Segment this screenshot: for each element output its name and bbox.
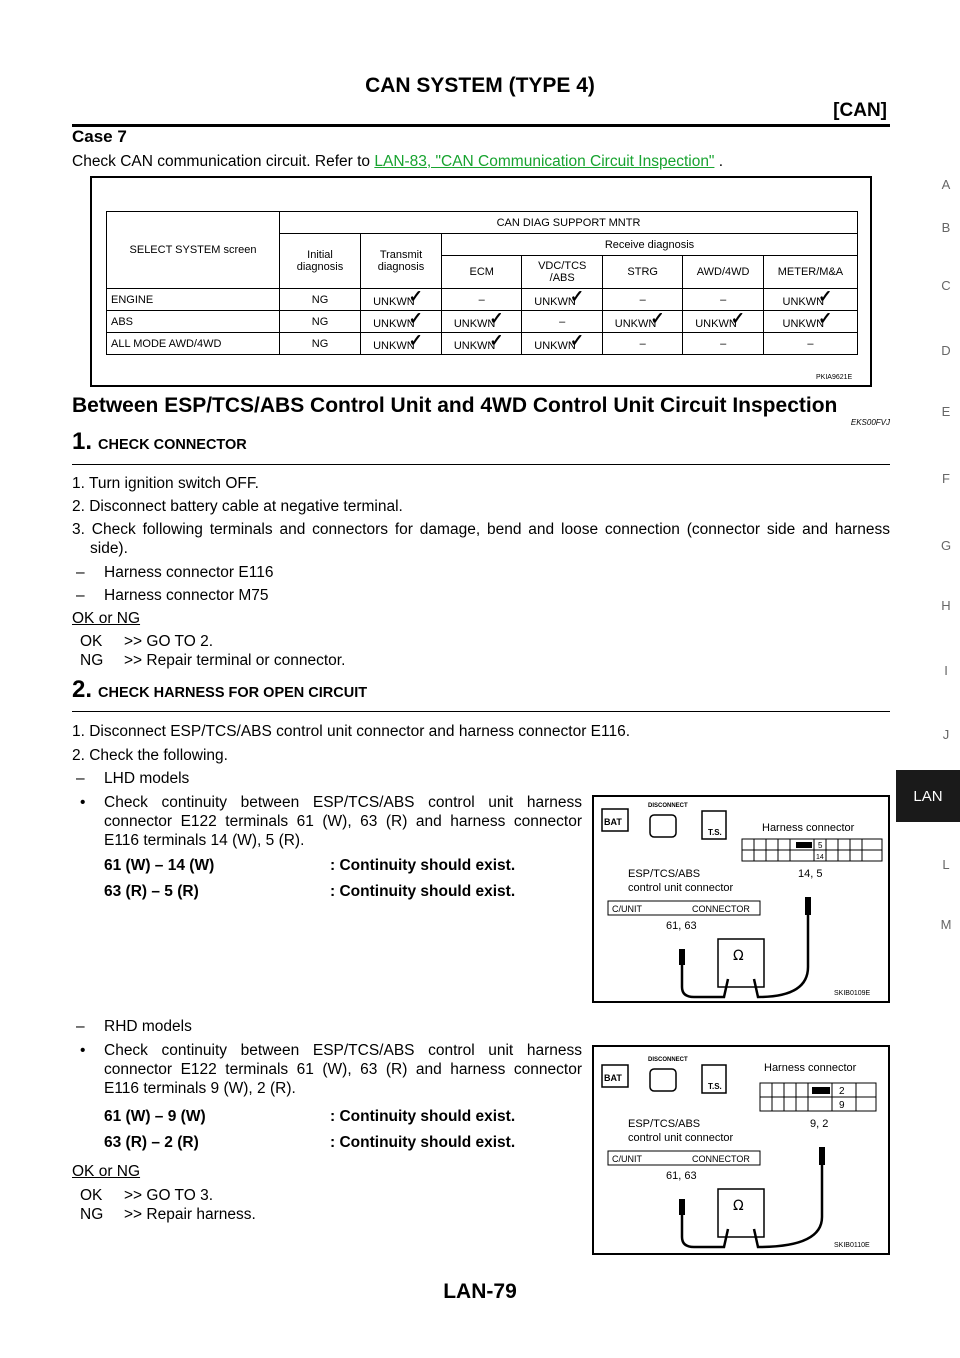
case-text-lead: Check CAN communication circuit. Refer to (72, 153, 375, 170)
index-letter-a[interactable]: A (941, 177, 951, 192)
step-1-number: 1. (72, 428, 93, 455)
cunit-label: C/UNIT (612, 1154, 642, 1164)
table-cell (442, 308, 522, 333)
harness-diagram-2 (594, 1047, 888, 1253)
rhd-spec-2-terminals: 63 (R) – 2 (R) (104, 1134, 199, 1151)
step-1-ok-or-ng: OK or NG (72, 610, 141, 627)
sub-item-dash: – (76, 587, 85, 604)
table-cell: – (602, 289, 682, 311)
page-number: LAN-79 (443, 1280, 517, 1303)
initial-diagnosis-header: Initial diagnosis (280, 234, 361, 289)
rhd-spec-2-result: : Continuity should exist. (330, 1134, 516, 1151)
check-mark-icon: ✓ (818, 286, 833, 306)
check-mark-icon: ✓ (730, 308, 746, 328)
figure-code: PKIA9621E (816, 374, 853, 381)
step-1-heading (72, 428, 247, 456)
step-2-ok-or-ng: OK or NG (72, 1163, 141, 1180)
disconnect-label: DISCONNECT (648, 803, 688, 809)
step-2-ng-action: >> Repair harness. (124, 1206, 256, 1223)
probe-left (679, 1199, 685, 1215)
rhd-models-label: RHD models (104, 1018, 192, 1035)
probe-right (819, 1147, 825, 1165)
pin-label: 9 (839, 1100, 845, 1111)
ts-label: T.S. (708, 828, 722, 837)
can-diag-group-header: CAN DIAG SUPPORT MNTR (280, 212, 858, 234)
connector-label: CONNECTOR (692, 1154, 750, 1164)
sub-item-dash: – (76, 770, 85, 787)
harness-connector-label: Harness connector (762, 822, 855, 834)
table-cell (763, 308, 857, 333)
index-letter-b[interactable]: B (941, 220, 951, 235)
index-letter-m[interactable]: M (940, 917, 952, 932)
table-cell: – (683, 289, 763, 311)
table-cell-text: UNKWN (453, 317, 496, 330)
col-ecm: ECM (442, 256, 522, 289)
col-awd-4wd: AWD/4WD (683, 256, 763, 289)
rhd-spec-1-result: : Continuity should exist. (330, 1108, 516, 1125)
ohm-symbol: Ω (733, 1198, 744, 1214)
can-diag-table (106, 211, 858, 355)
step-2-ng-label: NG (80, 1206, 104, 1223)
harness-connector-label: Harness connector (764, 1062, 857, 1074)
table-cell-text: UNKWN (534, 339, 576, 352)
ts-label: T.S. (708, 1082, 722, 1091)
index-letter-h[interactable]: H (941, 598, 951, 613)
sub-item-dash: – (76, 1018, 85, 1035)
step-1-title: CHECK CONNECTOR (98, 437, 247, 453)
table-cell-text: UNKWN (782, 295, 825, 308)
select-system-header: SELECT SYSTEM screen (107, 212, 280, 289)
header-rule (72, 124, 890, 127)
check-mark-icon: ✓ (408, 286, 423, 306)
pin-label: 2 (839, 1086, 845, 1097)
case-title: Case 7 (72, 127, 127, 146)
check-mark-icon: ✓ (408, 330, 423, 350)
check-mark-icon: ✓ (489, 330, 504, 350)
page-header-title: CAN SYSTEM (TYPE 4) (365, 74, 595, 97)
step-1-sub-2: Harness connector M75 (104, 587, 269, 604)
check-mark-icon: ✓ (489, 308, 504, 328)
probe-wires (682, 1157, 822, 1247)
harness-terminal-label: 14, 5 (798, 868, 823, 880)
index-letter-e[interactable]: E (941, 404, 951, 419)
step-2-item-2: 2. Check the following. (72, 747, 228, 764)
index-letter-d[interactable]: D (941, 343, 951, 358)
step-2-number: 2. (72, 676, 93, 703)
table-cell: – (683, 333, 763, 355)
step-1-item-3: 3. Check following terminals and connectors for damage, bend and loose connection (connector side and harness side). (72, 521, 890, 557)
step-2-item-1: 1. Disconnect ESP/TCS/ABS control unit connector and harness connector E116. (72, 723, 631, 740)
page-header-subtitle: [CAN] (833, 100, 887, 121)
table-cell-text: UNKWN (453, 339, 496, 352)
step-1-sub-1: Harness connector E116 (104, 564, 274, 581)
unit-connector-label-line1: ESP/TCS/ABS (628, 1118, 701, 1130)
step-1-ng-label: NG (80, 652, 104, 669)
step-1-item-1: 1. Turn ignition switch OFF. (72, 475, 259, 492)
table-cell (442, 330, 522, 355)
unit-connector-label-line2: control unit connector (628, 882, 734, 894)
table-cell (361, 286, 442, 311)
check-mark-icon: ✓ (569, 286, 585, 306)
unit-connector-label-line2: control unit connector (628, 1132, 734, 1144)
sub-item-dash: – (76, 564, 85, 581)
table-cell (522, 286, 602, 311)
table-cell (763, 286, 857, 311)
lhd-check-text: Check continuity between ESP/TCS/ABS control unit harness connector E122 terminals 61 (W), 63 (R) and harness connector E116 terminals 14 (W), 5 (R). (104, 794, 582, 849)
step-1-ng-action: >> Repair terminal or connector. (124, 652, 346, 669)
section-code: EKS00FVJ (850, 418, 890, 427)
step-2-ok-action: >> GO TO 3. (124, 1187, 214, 1204)
disconnect-label: DISCONNECT (648, 1057, 688, 1063)
connector-lock-tab (812, 1087, 830, 1094)
step-1-rule (72, 464, 890, 465)
table-cell (522, 330, 602, 355)
lhd-models-label: LHD models (104, 770, 190, 787)
check-mark-icon: ✓ (569, 330, 585, 350)
probe-left (679, 949, 685, 965)
lhd-spec-2-terminals: 63 (R) – 5 (R) (104, 883, 199, 900)
battery-label: BAT (604, 1073, 622, 1083)
step-2-rule (72, 711, 890, 712)
case-text (72, 152, 723, 171)
cunit-label: C/UNIT (612, 904, 642, 914)
step-2-heading (72, 676, 367, 704)
probe-wires (682, 907, 808, 997)
check-mark-icon: ✓ (818, 308, 833, 328)
table-cell (361, 308, 442, 333)
index-letter-c[interactable]: C (941, 278, 951, 293)
connector-label: CONNECTOR (692, 904, 750, 914)
rhd-spec-1-terminals: 61 (W) – 9 (W) (104, 1108, 206, 1125)
table-cell: – (602, 333, 682, 355)
table-cell: NG (280, 333, 361, 355)
col-strg: STRG (602, 256, 682, 289)
table-cell: – (522, 311, 602, 333)
table-cell: NG (280, 289, 361, 311)
table-cell-text: UNKWN (373, 317, 415, 330)
step-2-ok-label: OK (80, 1187, 103, 1204)
pin-label: 14 (816, 854, 824, 861)
bullet: • (80, 794, 86, 811)
connector-lock-tab (796, 842, 812, 848)
lhd-spec-1-result: : Continuity should exist. (330, 857, 516, 874)
col-vdc-tcs-abs: VDC/TCS /ABS (522, 256, 602, 289)
pin-label: 5 (818, 841, 823, 850)
step-1-ok-action: >> GO TO 2. (124, 633, 214, 650)
unit-connector-label-line1: ESP/TCS/ABS (628, 868, 701, 880)
unit-terminal-label: 61, 63 (666, 920, 697, 932)
harness-figure-2 (592, 1045, 890, 1255)
table-cell-text: UNKWN (782, 317, 825, 330)
row-all-mode-awd-label: ALL MODE AWD/4WD (107, 333, 280, 355)
figure-code: SKIB0109E (834, 990, 871, 997)
case-reference-link[interactable]: LAN-83, "CAN Communication Circuit Inspection" (374, 153, 715, 170)
table-cell (602, 308, 682, 333)
step-2-title: CHECK HARNESS FOR OPEN CIRCUIT (98, 685, 368, 701)
index-letter-g[interactable]: G (940, 538, 952, 553)
table-cell-text: UNKWN (373, 339, 415, 352)
index-letter-j[interactable]: J (942, 727, 950, 742)
table-cell: – (763, 333, 857, 355)
table-cell-text: UNKWN (534, 295, 576, 308)
index-tab-lan[interactable]: LAN (896, 770, 960, 822)
case-text-tail: . (714, 153, 724, 170)
row-engine-label: ENGINE (107, 289, 280, 311)
unit-terminal-label: 61, 63 (666, 1170, 697, 1182)
table-cell (683, 308, 763, 333)
table-cell-text: UNKWN (373, 295, 415, 308)
step-1-item-2: 2. Disconnect battery cable at negative terminal. (72, 498, 403, 515)
receive-diagnosis-header: Receive diagnosis (442, 234, 858, 256)
ohm-symbol: Ω (733, 948, 744, 964)
harness-terminal-label: 9, 2 (810, 1118, 829, 1130)
lhd-spec-1-terminals: 61 (W) – 14 (W) (104, 857, 215, 874)
check-mark-icon: ✓ (650, 308, 665, 328)
harness-diagram-1 (594, 797, 888, 1001)
rhd-check-text: Check continuity between ESP/TCS/ABS control unit harness connector E122 terminals 61 (W), 63 (R) and harness connector E116 terminals 9 (W), 2 (R). (104, 1042, 582, 1097)
table-cell: – (442, 289, 522, 311)
figure-code: SKIB0110E (834, 1242, 870, 1249)
table-cell-text: UNKWN (695, 317, 737, 330)
col-meter-ma: METER/M&A (763, 256, 857, 289)
step-1-ok-label: OK (80, 633, 103, 650)
battery-label: BAT (604, 817, 622, 827)
index-letter-f[interactable]: F (942, 471, 950, 486)
table-cell: NG (280, 311, 361, 333)
probe-right (805, 897, 811, 915)
table-cell-text: UNKWN (614, 317, 657, 330)
bullet: • (80, 1042, 86, 1059)
row-abs-label: ABS (107, 311, 280, 333)
section-title: Between ESP/TCS/ABS Control Unit and 4WD Control Unit Circuit Inspection (72, 394, 838, 417)
table-cell (361, 330, 442, 355)
index-letter-l[interactable]: L (942, 857, 950, 872)
disconnect-icon (650, 815, 676, 837)
harness-figure-1 (592, 795, 890, 1003)
index-letter-i[interactable]: I (944, 663, 948, 678)
disconnect-icon (650, 1069, 676, 1091)
lhd-spec-2-result: : Continuity should exist. (330, 883, 516, 900)
check-mark-icon: ✓ (408, 308, 423, 328)
transmit-diagnosis-header: Transmit diagnosis (361, 234, 442, 289)
